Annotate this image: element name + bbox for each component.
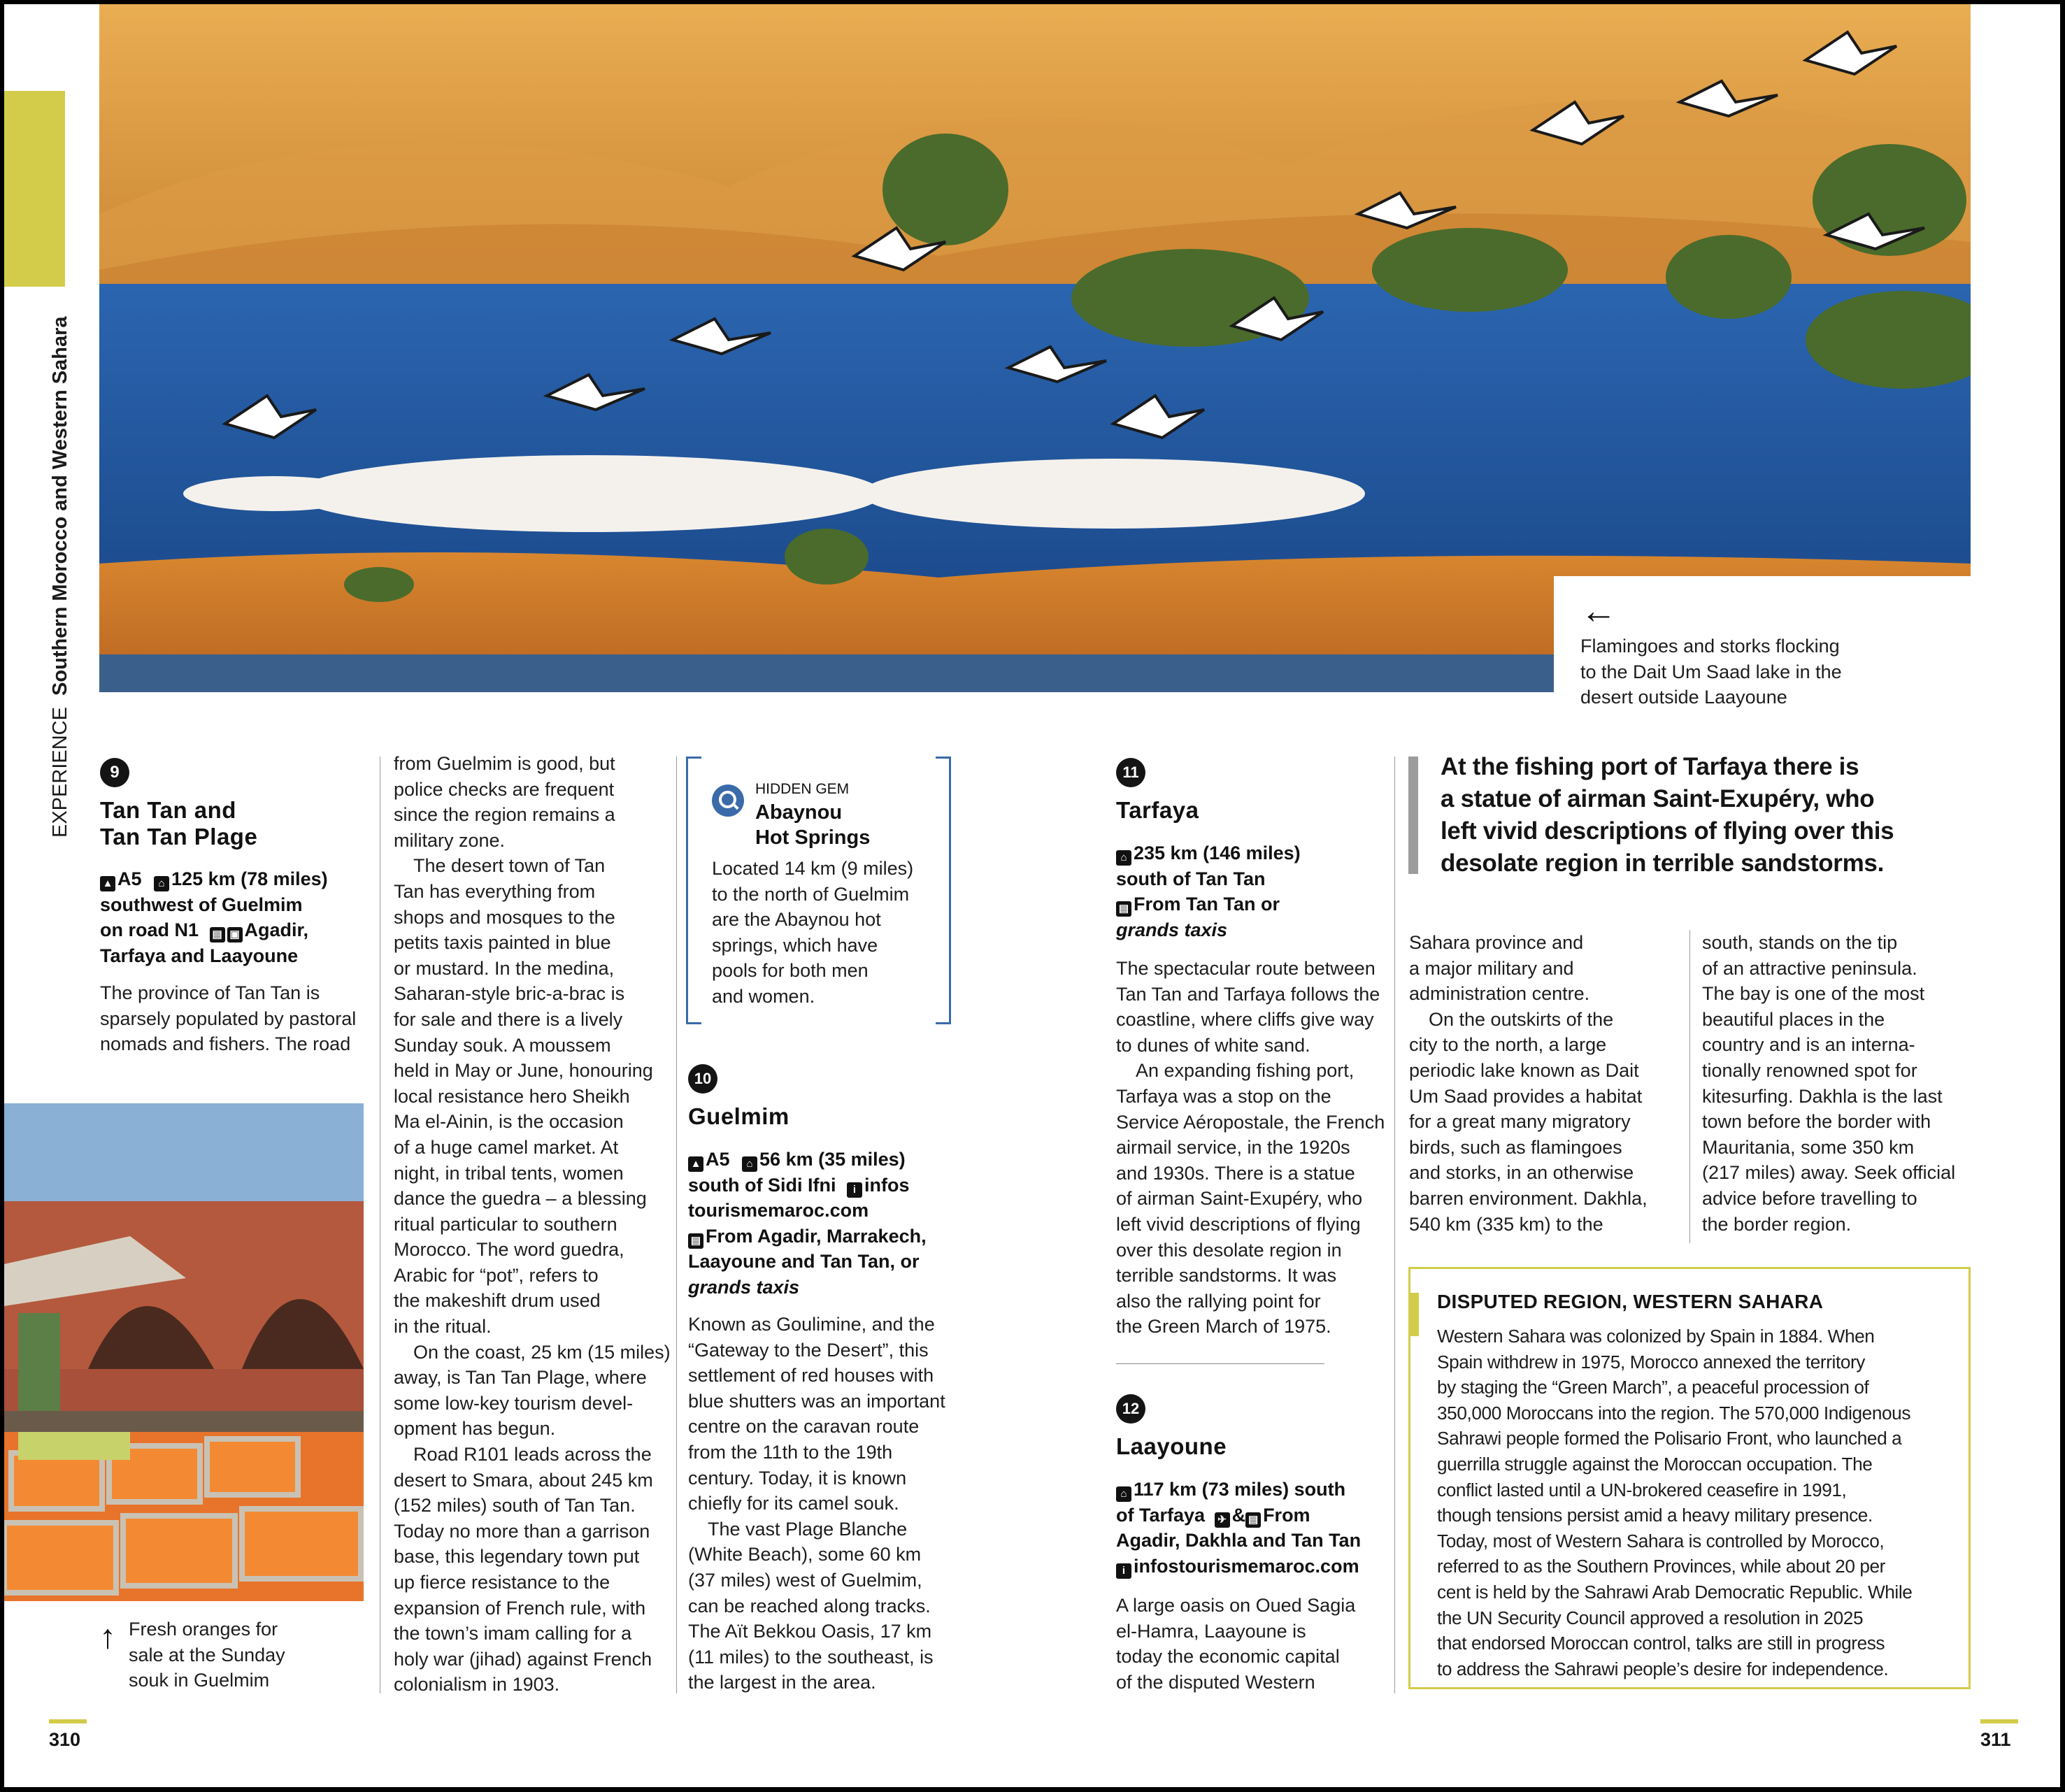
distance-icon: ⌂: [742, 1156, 757, 1172]
distance-icon: ⌂: [1116, 1486, 1131, 1502]
disputed-region-accent: [1410, 1293, 1419, 1336]
entry11-info: ⌂ 235 km (146 miles) south of Tan Tan ▤ From Tan Tan or grands taxis: [1116, 843, 1301, 940]
entry-number-badge: 10: [688, 1064, 717, 1094]
caption-line: sale at the Sunday: [129, 1644, 285, 1665]
road-icon: ▲: [688, 1156, 703, 1172]
photo-top-caption-box: [1554, 576, 1973, 708]
hidden-gem-bracket-left: [686, 757, 701, 1024]
entry10-title: Guelmim: [688, 1103, 789, 1129]
column2-text: from Guelmim is good, but police checks are frequent since the region remains a military zone. The desert town of Tan Tan has everything from shops and mosques to the petits taxis painted in blue or mustard. In the medina, Saharan-style bric-a-brac is for sale and there is a lively Sunday souk. A moussem held in May or June, honouring local resistance hero Sheikh Ma el-Ainin, is the occasion of a huge camel market. At night, in tribal tents, women dance the guedra – a blessing ritual particular to southern Morocco. The word guedra, Arabic for “pot”, refers to the makeshift drum used in the ritual. On the coast, 25 km (15 miles) away, is Tan Tan Plage, where some low-key tourism devel- opment has begun. Road R101 leads across the desert to Smara, about 245 km (152 miles) south of Tan Tan. Today no more than a garrison base, this legendary town put up fierce resistance to the expansion of French rule, with the town’s imam calling for a holy war (jihad) against French colonialism in 1903.: [394, 753, 671, 1696]
plane-icon: ✈: [1215, 1512, 1230, 1528]
column-rule: [1394, 757, 1395, 1693]
column6-text: south, stands on the tip of an attractive peninsula. The bay is one of the most beautiful places in the country and is an interna- tionally renowned spot for kitesurfing. Dakhla is the last town before the border with Mauritania, some 350 km (217 miles) away. Seek official advice before travelling to the border region.: [1702, 932, 1956, 1235]
entry12-title: Laayoune: [1116, 1433, 1227, 1459]
entry9-title-line: Tan Tan Plage: [100, 824, 258, 850]
arrow-left-icon: ←: [1580, 591, 1617, 631]
disputed-region-box: [1408, 1267, 1971, 1689]
disputed-region-text: Western Sahara was colonized by Spain in 1884. When Spain withdrew in 1975, Morocco annexed the territory by staging the “Green March”, a peaceful procession of 350,000 Moroccans into the region. The 570,000 Indigenous Sahrawi people formed the Polisario Front, who launched a guerrilla struggle against the Moroccan occupation. The conflict lasted until a UN-brokered ceasefire in 1991, though tensions persist amid a heavy military presence. Today, most of Western Sahara is controlled by Morocco, referred to as the Southern Provinces, while about 20 per cent is held by the Sahrawi Arab Democratic Republic. While the UN Security Council approved a resolution in 2025 that endorsed Moroccan control, talks are still in progress to address the Sahrawi people’s desire for independence.: [1437, 1326, 1913, 1679]
pullquote-bar: [1408, 757, 1418, 874]
caption-line: to the Dait Um Saad lake in the: [1580, 661, 1842, 682]
road-icon: ▲: [100, 876, 115, 891]
caption-line: desert outside Laayoune: [1580, 687, 1787, 708]
info-icon: i: [847, 1182, 862, 1198]
entry9-title: [100, 797, 366, 850]
caption-line: Flamingoes and storks flocking: [1580, 636, 1840, 657]
bus-icon: ▤: [210, 927, 225, 942]
hidden-gem-kicker: HIDDEN GEM: [755, 781, 850, 797]
bus-icon: ▤: [688, 1233, 703, 1249]
page-number-accent-right: [1980, 1719, 2018, 1723]
entry12-text: A large oasis on Oued Sagia el-Hamra, Laayoune is today the economic capital of the disputed Western: [1116, 1595, 1356, 1693]
entry11-title: Tarfaya: [1116, 797, 1199, 823]
entry9-info: ▲ A5 ⌂ 125 km (78 miles) southwest of Guelmim on road N1 ▤ ▣ Agadir, Tarfaya and Laayoune: [100, 868, 328, 966]
magnifier-icon: [712, 784, 744, 817]
entry-number-badge: 9: [100, 758, 129, 787]
entry10-info: ▲ A5 ⌂ 56 km (35 miles) south of Sidi Ifni i infos tourismemaroc.com ▤ From Agadir, Marrakech, Laayoune and Tan Tan, or grands taxis: [688, 1149, 927, 1298]
bus-icon: ▤: [1245, 1512, 1261, 1528]
column-rule: [1689, 930, 1690, 1243]
entry10-text: Known as Goulimine, and the “Gateway to the Desert”, this settlement of red houses with blue shutters was an important centre on the caravan route from the 11th to the 19th century. Today, it is known chiefly for its camel souk. The vast Plage Blanche (White Beach), some 60 km (37 miles) west of Guelmim, can be reached along tracks. The Aït Bekkou Oasis, 17 km (11 miles) to the southeast, is the largest in the area.: [688, 1314, 945, 1693]
entry12-info: ⌂ 117 km (73 miles) south of Tarfaya ✈ & ▤ From Agadir, Dakhla and Tan Tan i infostourismemaroc.com: [1116, 1477, 1410, 1579]
entry11-text: The spectacular route between Tan Tan and Tarfaya follows the coastline, where cliffs give way to dunes of white sand. An expanding fishing port, Tarfaya was a stop on the Service Aéropostale, the French airmail service, in the 1920s and 1930s. There is a statue of airman Saint-Exupéry, who left vivid descriptions of flying over this desolate region in terrible sandstorms. It was also the rallying point for the Green March of 1975.: [1116, 958, 1385, 1338]
page-number-accent-left: [49, 1719, 87, 1723]
caption-line: souk in Guelmim: [129, 1670, 270, 1691]
distance-icon: ⌂: [154, 876, 169, 891]
side-label-prefix: EXPERIENCE: [49, 707, 71, 838]
side-label-region: Southern Morocco and Western Sahara: [49, 316, 71, 696]
info-icon: i: [1116, 1563, 1131, 1579]
arrow-up-icon: ↑: [99, 1619, 116, 1656]
photo-left-caption: [129, 1617, 359, 1693]
orange-market-illustration: [4, 1103, 364, 1601]
column-rule: [676, 757, 677, 1693]
entry-number-badge: 12: [1116, 1394, 1145, 1424]
entry9-title-line: Tan Tan and: [100, 797, 236, 823]
photo-orange-market: [4, 1103, 364, 1601]
train-icon: ▣: [227, 927, 243, 942]
page-number-right: 311: [1980, 1729, 2011, 1750]
entry-divider: [1116, 1363, 1324, 1364]
distance-icon: ⌂: [1116, 850, 1131, 866]
column5-text: Sahara province and a major military and administration centre. On the outskirts of the city to the north, a large periodic lake known as Dait Um Saad provides a habitat for a great many migratory birds, such as flamingoes and storks, in an otherwise barren environment. Dakhla, 540 km (335 km) to the: [1409, 932, 1648, 1235]
hidden-gem-text: Located 14 km (9 miles) to the north of Guelmim are the Abaynou hot springs, which have pools for both men and women.: [712, 858, 914, 1007]
hidden-gem-title: Abaynou Hot Springs: [755, 801, 871, 849]
side-section-label: [49, 316, 71, 838]
magazine-spread: [4, 4, 2060, 1787]
entry9-intro: The province of Tan Tan is sparsely populated by pastoral nomads and fishers. The road: [100, 982, 357, 1055]
disputed-region-title: DISPUTED REGION, WESTERN SAHARA: [1437, 1291, 1824, 1312]
caption-line: Fresh oranges for: [129, 1619, 278, 1640]
page-number-left: 310: [49, 1729, 81, 1750]
bus-icon: ▤: [1116, 901, 1131, 917]
entry-number-badge: 11: [1116, 758, 1145, 787]
pullquote: At the fishing port of Tarfaya there is a statue of airman Saint-Exupéry, who left vivid descriptions of flying over this desolate region in terrible sandstorms.: [1441, 753, 1894, 877]
side-accent-bar: [4, 91, 65, 287]
